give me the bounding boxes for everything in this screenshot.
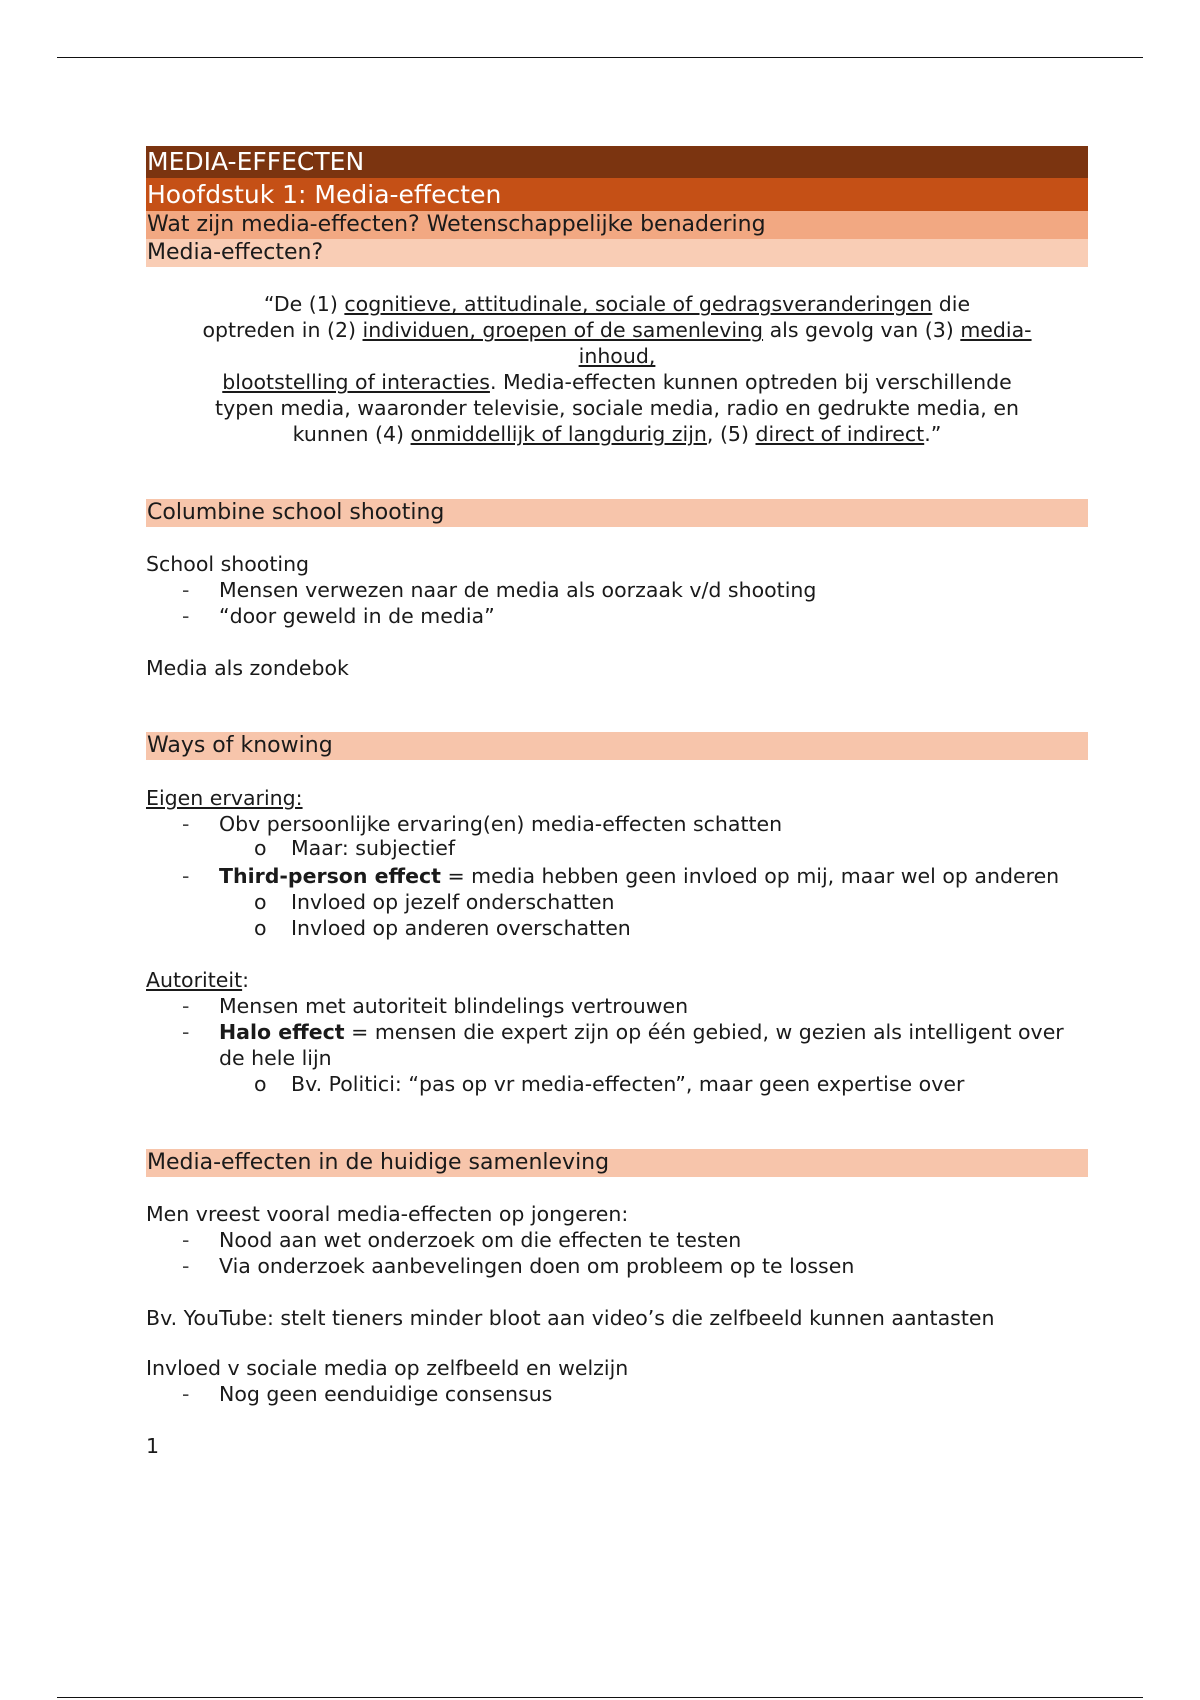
circle-bullet-icon: o: [254, 836, 267, 860]
list-item: [146, 1253, 1088, 1279]
list-item: [146, 1381, 1088, 1407]
quote-text: optreden in (2): [202, 318, 363, 342]
term-bold: Halo effect: [219, 1020, 345, 1044]
list-item-text: Obv persoonlijke ervaring(en) media-effecten schatten: [219, 812, 783, 836]
list-item: [146, 811, 1088, 837]
huidige-intro: Men vreest vooral media-effecten op jongeren:: [146, 1202, 629, 1226]
quote-text: “De (1): [263, 292, 345, 316]
section-heading: Wat zijn media-effecten? Wetenschappelijke benadering: [146, 211, 1088, 239]
list-item-text: “door geweld in de media”: [219, 604, 495, 628]
huidige-invloed: Invloed v sociale media op zelfbeeld en welzijn: [146, 1356, 629, 1380]
header-rule: [57, 57, 1143, 58]
dash-bullet-icon: -: [182, 604, 190, 628]
quote-text: die: [932, 292, 971, 316]
dash-bullet-icon: -: [182, 1382, 190, 1406]
autoriteit-list: [146, 993, 1088, 1071]
term-bold: Third-person effect: [219, 864, 441, 888]
quote-underlined: blootstelling of interacties: [222, 370, 490, 394]
quote-text: typen media, waaronder televisie, sociale media, radio en gedrukte media, en: [215, 396, 1019, 420]
sub-list-item: [146, 835, 1088, 861]
columbine-conclusion: Media als zondebok: [146, 656, 349, 680]
list-item-text: = media hebben geen invloed op mij, maar wel op anderen: [440, 864, 1060, 888]
quote-text: kunnen (4): [292, 422, 411, 446]
quote-underlined: inhoud,: [578, 344, 656, 368]
dash-bullet-icon: -: [182, 864, 190, 888]
page-number: 1: [146, 1434, 160, 1458]
document-title: MEDIA-EFFECTEN: [146, 146, 1088, 178]
list-item: [146, 577, 1088, 603]
chapter-heading: Hoofdstuk 1: Media-effecten: [146, 178, 1088, 211]
quote-text: .”: [924, 422, 942, 446]
list-item: [146, 1227, 1088, 1253]
dash-bullet-icon: -: [182, 578, 190, 602]
columbine-intro: School shooting: [146, 552, 310, 576]
definition-quote: [154, 291, 1080, 447]
quote-text: als gevolg van (3): [763, 318, 961, 342]
circle-bullet-icon: o: [254, 1072, 267, 1096]
third-person-list: [146, 863, 1088, 889]
dash-bullet-icon: -: [182, 1228, 190, 1252]
sub-list-item: [146, 915, 1088, 941]
list-item-text: Invloed op jezelf onderschatten: [291, 890, 615, 914]
list-item: [146, 1019, 1088, 1071]
huidige-example: Bv. YouTube: stelt tieners minder bloot aan video’s die zelfbeeld kunnen aantasten: [146, 1306, 995, 1330]
list-item-text: Nog geen eenduidige consensus: [219, 1382, 553, 1406]
page-content: [146, 146, 1088, 1459]
sub-list-item: [146, 1071, 1088, 1097]
dash-bullet-icon: -: [182, 812, 190, 836]
list-item-text: Nood aan wet onderzoek om die effecten te testen: [219, 1228, 742, 1252]
sub-list-item: [146, 889, 1088, 915]
quote-underlined: cognitieve, attitudinale, sociale of gedragsveranderingen: [344, 292, 933, 316]
quote-text: . Media-effecten kunnen optreden bij verschillende: [489, 370, 1012, 394]
list-item-text: Via onderzoek aanbevelingen doen om probleem op te lossen: [219, 1254, 855, 1278]
dash-bullet-icon: -: [182, 1254, 190, 1278]
eigen-ervaring-sublist: [146, 835, 1088, 861]
huidige-list: [146, 1227, 1088, 1279]
columbine-heading: Columbine school shooting: [146, 499, 1088, 527]
ways-heading: Ways of knowing: [146, 732, 1088, 760]
quote-underlined: individuen, groepen of de samenleving: [362, 318, 764, 342]
footer-rule: [57, 1697, 1143, 1698]
autoriteit-label: Autoriteit: [146, 968, 243, 992]
quote-underlined: direct of indirect: [755, 422, 925, 446]
dash-bullet-icon: -: [182, 994, 190, 1018]
eigen-ervaring-list: [146, 811, 1088, 837]
quote-text: , (5): [706, 422, 756, 446]
dash-bullet-icon: -: [182, 1020, 190, 1044]
list-item: [146, 993, 1088, 1019]
quote-underlined: media-: [960, 318, 1032, 342]
circle-bullet-icon: o: [254, 890, 267, 914]
eigen-ervaring-label: Eigen ervaring:: [146, 786, 303, 810]
list-item-text: Invloed op anderen overschatten: [291, 916, 631, 940]
list-item: [146, 603, 1088, 629]
subsection-heading: Media-effecten?: [146, 239, 1088, 267]
label-colon: :: [242, 968, 250, 992]
invloed-list: [146, 1381, 1088, 1407]
circle-bullet-icon: o: [254, 916, 267, 940]
list-item-text: Mensen met autoriteit blindelings vertrouwen: [219, 994, 689, 1018]
list-item-text: Bv. Politici: “pas op vr media-effecten”, maar geen expertise over: [291, 1072, 965, 1096]
huidige-heading: Media-effecten in de huidige samenleving: [146, 1149, 1088, 1177]
columbine-list: [146, 577, 1088, 629]
autoriteit-sublist: [146, 1071, 1088, 1097]
quote-underlined: onmiddellijk of langdurig zijn: [410, 422, 707, 446]
list-item-text: Maar: subjectief: [291, 836, 456, 860]
list-item-text: Mensen verwezen naar de media als oorzaak v/d shooting: [219, 578, 817, 602]
third-person-sublist: [146, 889, 1088, 941]
list-item-text: = mensen die expert zijn op één gebied, w gezien als intelligent over de hele lijn: [219, 1020, 1064, 1070]
list-item: [146, 863, 1088, 889]
